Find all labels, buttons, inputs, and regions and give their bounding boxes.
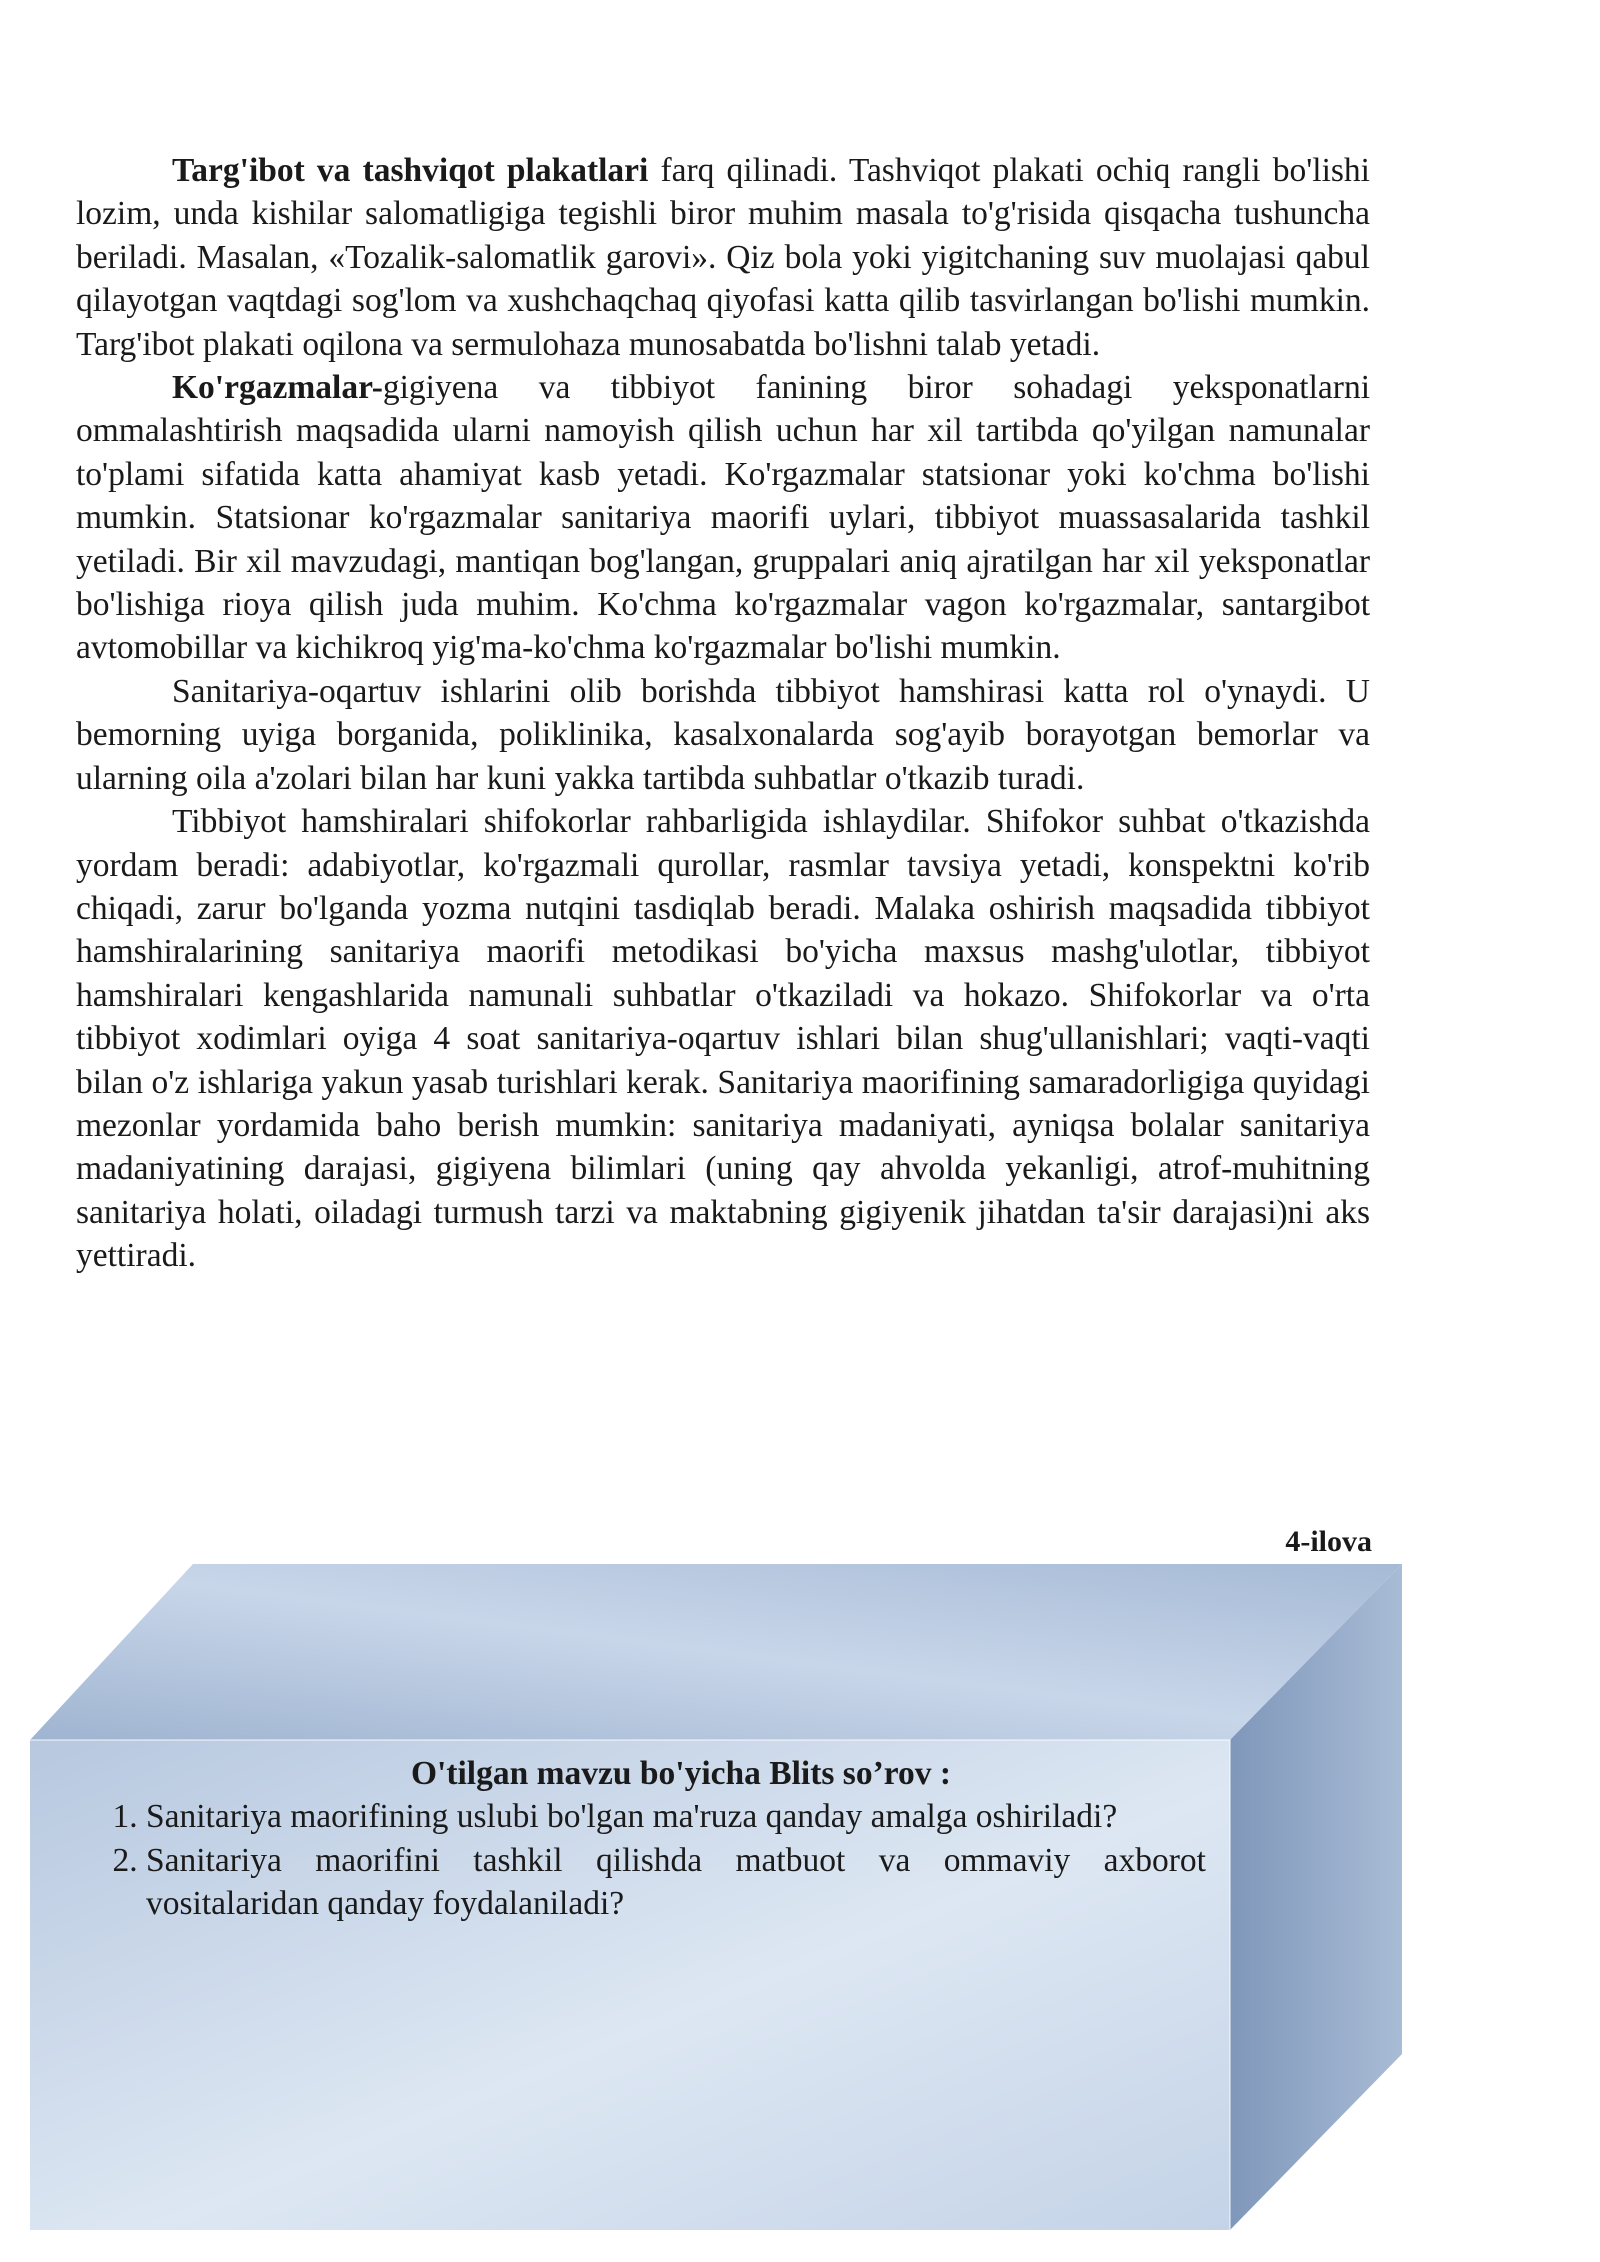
paragraph-2-text: gigiyena va tibbiyot fanining biror sohadagi yeksponatlarni ommalashtirish maqsadida ularni namoyish qilish uchun har xil tartibda qo'yilgan namunalar to'plami sifatida katta ahamiyat kasb yetadi. Ko'rgazmalar statsionar yoki ko'chma bo'lishi mumkin. Statsionar ko'rgazmalar sanitariya maorifi uylari, tibbiyot muassasalarida tashkil yetiladi. Bir xil mavzudagi, mantiqan bog'langan, gruppalari aniq ajratilgan har xil yeksponatlar bo'lishiga rioya qilish juda muhim. Ko'chma ko'rgazmalar vagon ko'rgazmalar, santargibot avtomobillar va kichikroq yig'ma-ko'chma ko'rgazmalar bo'lishi mumkin.: [76, 369, 1370, 667]
quiz-box: [96, 1752, 1206, 1926]
quiz-question-1: 1. Sanitariya maorifining uslubi bo'lgan ma'ruza qanday amalga oshiriladi?: [146, 1795, 1206, 1838]
paragraph-1-bold: Targ'ibot va tashviqot plakatlari: [172, 152, 649, 189]
paragraph-1-text: farq qilinadi. Tashviqot plakati ochiq rangli bo'lishi lozim, unda kishilar salomatligiga tegishli biror muhim masala to'g'risida qisqacha tushuncha beriladi. Masalan, «Tozalik-salomatlik garovi». Qiz bola yoki yigitchaning suv muolajasi qabul qilayotgan vaqtdagi sog'lom va xushchaqchaq qiyofasi katta qilib tasvirlangan bo'lishi mumkin. Targ'ibot plakati oqilona va sermulohaza munosabatda bo'lishni talab yetadi.: [76, 152, 1370, 363]
quiz-title: O'tilgan mavzu bo'yicha Blits so’rov :: [410, 1755, 952, 1792]
paragraph-4-text: Tibbiyot hamshiralari shifokorlar rahbarligida ishlaydilar. Shifokor suhbat o'tkazishda yordam beradi: adabiyotlar, ko'rgazmali qurollar, rasmlar tavsiya yetadi, konspektni ko'rib chiqadi, zarur bo'lganda yozma nutqini tasdiqlab beradi. Malaka oshirish maqsadida tibbiyot hamshiralarining sanitariya maorifi metodikasi bo'yicha maxsus mashg'ulotlar, tibbiyot hamshiralari kengashlarida namunali suhbatlar o'tkaziladi va hokazo. Shifokorlar va o'rta tibbiyot xodimlari oyiga 4 soat sanitariya-oqartuv ishlari bilan shug'ullanishlari; vaqti-vaqti bilan o'z ishlariga yakun yasab turishlari kerak. Sanitariya maorifining samaradorligiga quyidagi mezonlar yordamida baho berish mumkin: sanitariya madaniyati, ayniqsa bolalar sanitariya madaniyatining darajasi, gigiyena bilimlari (uning qay ahvolda yekanligi, atrof-muhitning sanitariya holati, oiladagi turmush tarzi va maktabning gigiyenik jihatdan ta'sir darajasi)ni aks yettiradi.: [76, 803, 1370, 1275]
quiz-question-2: 2. Sanitariya maorifini tashkil qilishda matbuot va ommaviy axborot vositalaridan qanday foydalaniladi?: [146, 1839, 1206, 1926]
quiz-question-list: [96, 1795, 1206, 1925]
paragraph-2-bold: Ko'rgazmalar-: [172, 369, 383, 407]
paragraph-3-text: Sanitariya-oqartuv ishlarini olib borishda tibbiyot hamshirasi katta rol o'ynaydi. U bemorning uyiga borganida, poliklinika, kasalxonalarda sog'ayib borayotgan bemorlar va ularning oila a'zolari bilan har kuni yakka tartibda suhbatlar o'tkazib turadi.: [76, 672, 1370, 797]
box-top-face: [30, 1564, 1402, 1740]
appendix-label: 4-ilova: [1285, 1525, 1372, 1558]
